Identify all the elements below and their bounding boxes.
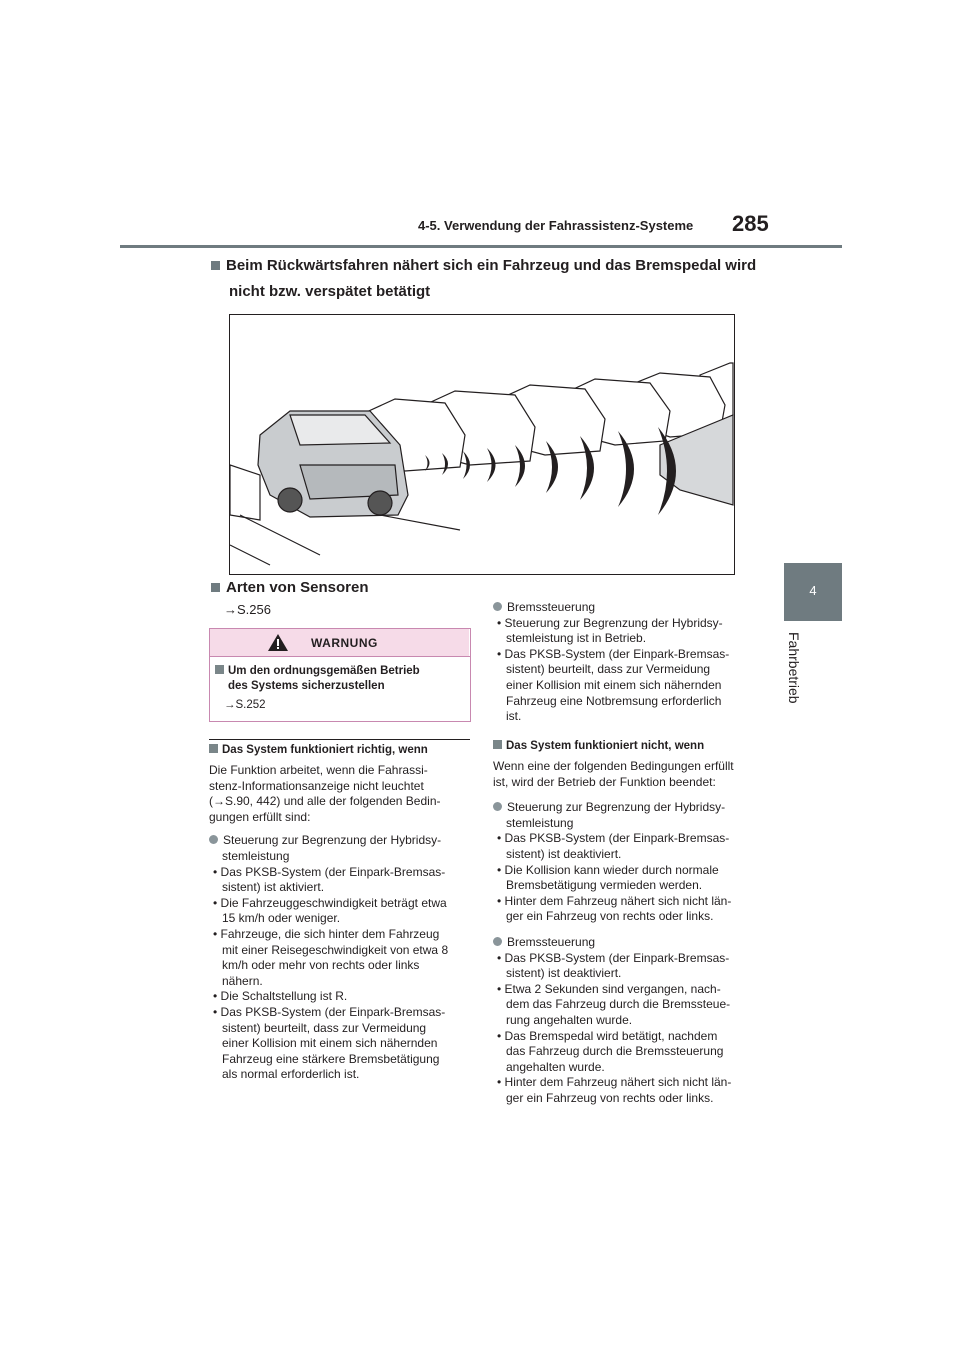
bullet-line: einer Kollision mit einem sich nähernden: [506, 677, 722, 692]
bullet-line: Das Bremspedal wird betätigt, nachdem: [504, 1028, 718, 1043]
works-intro: [209, 763, 471, 825]
works-item: [209, 833, 471, 864]
bullet-line: angehalten wurde.: [506, 1059, 605, 1074]
bullet-line: Etwa 2 Sekunden sind vergangen, nach-: [504, 981, 721, 996]
chapter-title: Fahrbetrieb: [786, 632, 802, 704]
intro-line: ist, wird der Betrieb der Funktion beendet:: [493, 774, 716, 789]
bullet-line: sistent) ist aktiviert.: [222, 880, 325, 895]
main-heading-line2: nicht bzw. verspätet betätigt: [229, 283, 431, 300]
item-title-line: stemleistung: [222, 848, 290, 863]
bullet-line: ger ein Fahrzeug von rechts oder links.: [506, 909, 714, 924]
warning-subheading: [215, 664, 420, 694]
works-bullet-list: [209, 865, 471, 1083]
intro-line: gungen erfüllt sind:: [209, 809, 311, 824]
bullet-line: sistent) beurteilt, dass zur Vermeidung: [506, 662, 711, 677]
not-works-section: [493, 740, 755, 1106]
bullet-line: Hinter dem Fahrzeug nähert sich nicht län-: [504, 893, 732, 908]
list-item: • Die Schaltstellung ist R.: [213, 989, 348, 1004]
brake-control-section: [493, 600, 755, 725]
bullet-line: Fahrzeuge, die sich hinter dem Fahrzeug: [220, 926, 440, 941]
bullet-line: ger ein Fahrzeug von rechts oder links.: [506, 1090, 714, 1105]
not-works-intro: [493, 759, 755, 790]
list-item: • Das PKSB-System (der Einpark-Bremsas- sistent) ist deaktiviert.: [493, 951, 755, 982]
subheading-square-icon: [493, 740, 502, 749]
bullet-line: Bremsbetätigung vermieden werden.: [506, 878, 703, 893]
list-item: • Die Fahrzeuggeschwindigkeit beträgt etwa 15 km/h oder weniger.: [209, 896, 471, 927]
chapter-number: 4: [809, 583, 817, 598]
not-works-heading-text: Das System funktioniert nicht, wenn: [506, 740, 705, 752]
header-divider: [120, 245, 842, 248]
bullet-line: stemleistung ist in Betrieb.: [506, 631, 647, 646]
warning-reference: →S.252: [224, 699, 266, 711]
section-title: 4-5. Verwendung der Fahrassistenz-Systeme: [418, 218, 694, 233]
list-item: • Das PKSB-System (der Einpark-Bremsas- sistent) ist aktiviert.: [209, 865, 471, 896]
reversing-car-illustration: [230, 315, 734, 574]
bullet-line: Die Schaltstellung ist R.: [220, 989, 348, 1004]
works-heading: [209, 744, 471, 756]
bullet-line: Die Kollision kann wieder durch normale: [504, 862, 719, 877]
parking-illustration: [229, 314, 735, 575]
works-heading-text: Das System funktioniert richtig, wenn: [222, 744, 428, 756]
group-title-line: Steuerung zur Begrenzung der Hybridsy-: [507, 800, 726, 815]
bullet-line: rung angehalten wurde.: [506, 1012, 633, 1027]
subheading-square-icon: [215, 665, 224, 674]
sensors-reference: →S.256: [224, 602, 271, 617]
bullet-line: mit einer Reisegeschwindigkeit von etwa 8: [222, 942, 449, 957]
list-item: • Fahrzeuge, die sich hinter dem Fahrzeug mit einer Reisegeschwindigkeit von etwa 8 km/h oder mehr von rechts oder links nähern.: [209, 927, 471, 989]
warning-header: [210, 629, 469, 657]
bullet-line: Das PKSB-System (der Einpark-Bremsas-: [504, 950, 730, 965]
bullet-line: Hinter dem Fahrzeug nähert sich nicht län-: [504, 1075, 732, 1090]
list-item: • Das PKSB-System (der Einpark-Bremsas- sistent) beurteilt, dass zur Vermeidung einer Kollision mit einem sich nähernden Fahrzeug eine Notbremsung erforderlich ist.: [493, 647, 755, 725]
bullet-line: Das PKSB-System (der Einpark-Bremsas-: [504, 646, 730, 661]
column-divider: [209, 739, 470, 740]
bullet-line: Das PKSB-System (der Einpark-Bremsas-: [504, 831, 730, 846]
bullet-line: ist.: [506, 709, 522, 724]
bullet-dot-icon: [493, 937, 502, 946]
bullet-line: km/h oder mehr von rechts oder links: [222, 958, 420, 973]
list-item: • Das Bremspedal wird betätigt, nachdem das Fahrzeug durch die Bremssteuerung angehalten wurde.: [493, 1029, 755, 1076]
intro-line: Die Funktion arbeitet, wenn die Fahrassi-: [209, 763, 428, 777]
bullet-line: als normal erforderlich ist.: [222, 1067, 360, 1082]
bullet-line: sistent) ist deaktiviert.: [506, 966, 622, 981]
warning-divider: [209, 656, 470, 657]
intro-line: Wenn eine der folgenden Bedingungen erfüllt: [493, 759, 734, 773]
main-heading-line1: Beim Rückwärtsfahren nähert sich ein Fahrzeug und das Bremspedal wird: [226, 257, 757, 274]
bullet-dot-icon: [493, 802, 502, 811]
intro-line: (→S.90, 442) und alle der folgenden Bedin-: [209, 794, 441, 809]
list-item: • Die Kollision kann wieder durch normale Bremsbetätigung vermieden werden.: [493, 863, 755, 894]
bullet-line: Steuerung zur Begrenzung der Hybridsy-: [504, 615, 723, 630]
main-heading: [211, 256, 771, 302]
warning-triangle-icon: [267, 633, 289, 652]
warning-subheading-line1: Um den ordnungsgemäßen Betrieb: [228, 665, 420, 677]
bullet-dot-icon: [209, 835, 218, 844]
not-works-group2: [493, 935, 755, 1107]
not-works-heading: [493, 740, 755, 752]
sensors-heading: [211, 578, 369, 598]
list-item: • Hinter dem Fahrzeug nähert sich nicht län- ger ein Fahrzeug von rechts oder links.: [493, 1075, 755, 1106]
group-title: Bremssteuerung: [507, 934, 596, 949]
warning-title: WARNUNG: [311, 636, 378, 650]
intro-line: stenz-Informationsanzeige nicht leuchtet: [209, 778, 424, 793]
warning-subheading-line2: des Systems sicherzustellen: [228, 680, 385, 692]
bullet-line: einer Kollision mit einem sich nähernden: [222, 1036, 438, 1051]
bullet-line: Die Fahrzeuggeschwindigkeit beträgt etwa: [220, 895, 447, 910]
works-section: [209, 744, 471, 1083]
list-item: • Das PKSB-System (der Einpark-Bremsas- sistent) beurteilt, dass zur Vermeidung einer Kollision mit einem sich nähernden Fahrzeug eine stärkere Bremsbetätigung als normal erforderlich ist.: [209, 1005, 471, 1083]
bullet-line: sistent) beurteilt, dass zur Vermeidung: [222, 1020, 427, 1035]
heading-square-icon: [211, 583, 220, 592]
list-item: • Steuerung zur Begrenzung der Hybridsy- stemleistung ist in Betrieb.: [493, 616, 755, 647]
bullet-line: 15 km/h oder weniger.: [222, 911, 341, 926]
subheading-square-icon: [209, 744, 218, 753]
list-item: • Hinter dem Fahrzeug nähert sich nicht län- ger ein Fahrzeug von rechts oder links.: [493, 894, 755, 925]
sensors-heading-text: Arten von Sensoren: [226, 579, 369, 596]
bullet-line: Fahrzeug eine Notbremsung erforderlich: [506, 693, 722, 708]
bullet-line: Fahrzeug eine stärkere Bremsbetätigung: [222, 1051, 440, 1066]
bullet-line: sistent) ist deaktiviert.: [506, 846, 622, 861]
item-title-line: Steuerung zur Begrenzung der Hybridsy-: [223, 833, 442, 848]
bullet-line: nähern.: [222, 973, 263, 988]
bullet-dot-icon: [493, 602, 502, 611]
bullet-line: das Fahrzeug durch die Bremssteuerung: [506, 1044, 724, 1059]
brake-control-list: [493, 616, 755, 725]
not-works-group1: [493, 800, 755, 925]
list-item: • Das PKSB-System (der Einpark-Bremsas- sistent) ist deaktiviert.: [493, 831, 755, 862]
bullet-line: Das PKSB-System (der Einpark-Bremsas-: [220, 1004, 446, 1019]
bullet-line: Das PKSB-System (der Einpark-Bremsas-: [220, 864, 446, 879]
list-item: • Etwa 2 Sekunden sind vergangen, nach- dem das Fahrzeug durch die Bremssteue- rung angehalten wurde.: [493, 982, 755, 1029]
page-number: 285: [732, 211, 769, 236]
heading-square-icon: [211, 261, 220, 270]
bullet-line: dem das Fahrzeug durch die Bremssteue-: [506, 997, 731, 1012]
brake-control-title: Bremssteuerung: [507, 600, 596, 614]
group-title-line: stemleistung: [506, 815, 574, 830]
